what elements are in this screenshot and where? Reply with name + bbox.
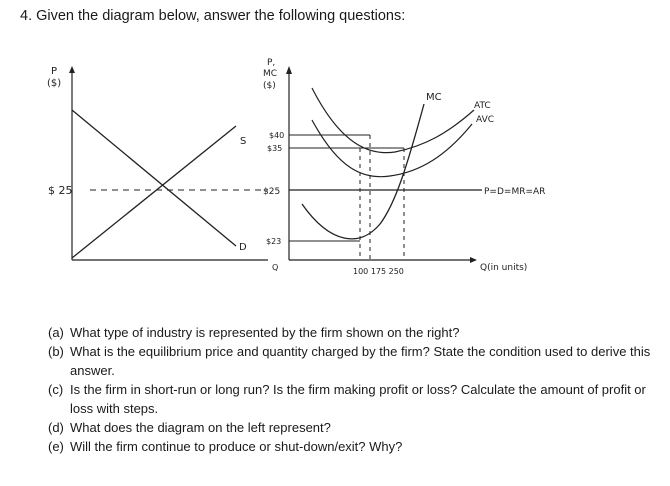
question-e — [48, 437, 658, 456]
firm-x-label: Q(in units) — [480, 263, 528, 273]
mc-label: MC — [426, 92, 442, 103]
question-text: Will the firm continue to produce or shut-down/exit? Why? — [70, 439, 403, 454]
price-35-label: $35 — [267, 144, 283, 153]
question-a — [48, 323, 658, 342]
firm-y-label-3: ($) — [263, 81, 276, 91]
atc-curve — [312, 88, 474, 153]
firm-y-arrow — [286, 66, 292, 74]
demand-curve — [72, 110, 236, 246]
avc-label: AVC — [476, 115, 495, 125]
price-23-label: $23 — [266, 237, 282, 246]
demand-label: D — [239, 242, 247, 253]
market-price-tick: $ 25 — [48, 184, 73, 197]
market-y-arrow — [69, 66, 75, 73]
price-25-label: $25 — [263, 187, 281, 197]
question-text: What is the equilibrium price and quantity charged by the firm? State the condition used to derive this answer. — [70, 344, 651, 378]
supply-label: S — [240, 136, 247, 147]
question-d — [48, 418, 658, 437]
firm-y-label-1: P, — [267, 58, 276, 68]
question-label: (d) — [48, 420, 64, 435]
question-label: (b) — [48, 344, 64, 359]
question-b — [48, 342, 658, 380]
question-c — [48, 380, 658, 418]
firm-y-label-2: MC — [263, 69, 278, 79]
firm-graph — [263, 58, 545, 276]
q-ticks: 100 175 250 — [353, 267, 404, 276]
price-40-label: $40 — [269, 131, 285, 140]
market-y-label-top: P — [51, 66, 58, 77]
firm-demand-label: P=D=MR=AR — [484, 187, 546, 197]
firm-x-arrow — [470, 257, 477, 263]
supply-curve — [72, 126, 236, 258]
question-text: What does the diagram on the left represent? — [70, 420, 331, 435]
mc-curve — [302, 104, 424, 239]
question-label: (e) — [48, 439, 64, 454]
question-text: Is the firm in short-run or long run? Is the firm making profit or loss? Calculate the amount of profit or loss with steps. — [70, 382, 646, 416]
market-y-label-bottom: ($) — [47, 78, 62, 89]
question-list — [48, 323, 658, 456]
economics-diagram — [47, 48, 610, 288]
question-text: What type of industry is represented by the firm shown on the right? — [70, 325, 460, 340]
market-graph — [47, 66, 268, 260]
question-label: (c) — [48, 382, 64, 397]
question-label: (a) — [48, 325, 64, 340]
q-axis-short: Q — [272, 263, 279, 272]
question-heading: 4. Given the diagram below, answer the following questions: — [20, 8, 406, 24]
atc-label: ATC — [474, 101, 491, 111]
